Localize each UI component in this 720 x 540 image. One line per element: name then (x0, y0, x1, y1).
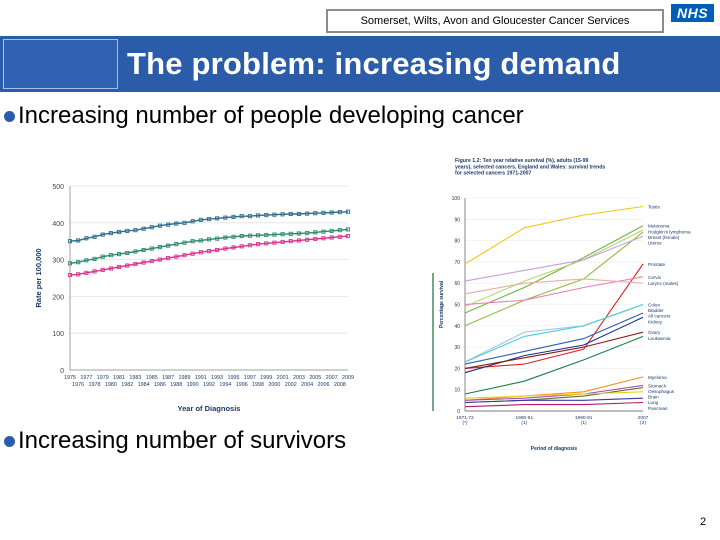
x-tick-label: 1977 (80, 375, 93, 381)
series-label: Larynx (males) (648, 281, 679, 287)
y-tick-label: 50 (454, 302, 460, 309)
slide-title: The problem: increasing demand (127, 46, 621, 81)
series-label: Oesophagus (648, 389, 675, 395)
y-tick-label: 80 (454, 238, 460, 245)
x-tick-label: 1976 (72, 382, 85, 388)
y-tick-label: 0 (60, 368, 64, 375)
x-tick-label: 1978 (88, 382, 101, 388)
x-tick-label: 1997 (243, 375, 256, 381)
series-line (465, 392, 643, 398)
series-label: Colon (648, 302, 661, 308)
x-tick-label: 1984 (137, 382, 150, 388)
x-tick-label: 2005 (309, 375, 322, 381)
y-tick-label: 20 (454, 366, 460, 373)
y-tick-label: 70 (454, 259, 460, 266)
organisation-header (326, 9, 664, 33)
series-line (465, 305, 643, 363)
y-tick-label: 90 (454, 217, 460, 224)
bullet-dot-icon (4, 111, 15, 122)
y-tick-label: 500 (52, 184, 64, 191)
x-tick-label: 1994 (219, 382, 232, 388)
series-label: Breast (female) (648, 234, 680, 240)
x-tick-note: (*) (462, 421, 468, 426)
x-tick-label: 2002 (284, 382, 297, 388)
cancer-survival-chart (425, 154, 715, 454)
x-tick-note: (1) (521, 421, 528, 426)
series-label: Myeloma (648, 374, 667, 380)
x-tick-label: 1986 (153, 382, 166, 388)
x-tick-label: 1983 (129, 375, 142, 381)
x-tick-label: 2008 (333, 382, 346, 388)
x-tick-note: (1) (580, 421, 587, 426)
y-tick-label: 30 (454, 345, 460, 352)
y-tick-label: 40 (454, 323, 460, 330)
x-tick-label: 1998 (252, 382, 265, 388)
chart-title: Figure 1.2: Ten year relative survival (%), adults (15-99 years), selected cancers, England and Wales: survival trends for selected cancers 1971-2007 (455, 158, 606, 177)
series-label: Brain (648, 394, 659, 400)
y-tick-label: 400 (52, 220, 64, 228)
x-tick-label: 1993 (211, 375, 224, 381)
x-tick-label: 1989 (178, 375, 191, 381)
series-label: Kidney (648, 319, 663, 325)
title-bar (121, 36, 720, 92)
y-axis-label: Rate per 100,000 (34, 248, 43, 308)
series-label: Stomach (648, 383, 667, 389)
series-label: Cervix (648, 274, 662, 280)
x-tick-label: 1971-72 (456, 416, 474, 421)
x-tick-label: 1980 (104, 382, 117, 388)
bullet-dot-icon (4, 436, 15, 447)
x-tick-label: 1988 (170, 382, 183, 388)
x-tick-label: 1990-91 (574, 416, 593, 421)
x-tick-label: 2004 (301, 382, 314, 388)
series-label: Uterus (648, 240, 662, 246)
x-tick-label: 2001 (276, 375, 289, 381)
series-label: Prostate (648, 262, 666, 268)
series-label: Leukaemia (648, 335, 671, 341)
x-tick-label: 2007 (637, 416, 649, 421)
x-axis-label: Period of diagnosis (530, 446, 578, 452)
series-label: Melanoma (648, 223, 670, 229)
cancer-incidence-chart (28, 176, 368, 416)
x-tick-label: 1975 (64, 375, 76, 381)
series-label: Bladder (648, 308, 664, 314)
x-axis-label: Year of Diagnosis (177, 404, 241, 413)
y-tick-label: 100 (451, 196, 460, 202)
organisation-name: Somerset, Wilts, Avon and Gloucester Cancer Services (360, 15, 630, 27)
x-tick-label: 1982 (121, 382, 134, 388)
title-accent-block (0, 36, 121, 92)
series-line (465, 226, 643, 313)
y-tick-label: 200 (52, 294, 64, 302)
series-label: Ovary (648, 330, 661, 336)
x-tick-label: 2000 (268, 382, 281, 388)
x-tick-label: 1991 (194, 375, 207, 381)
series-line (465, 403, 643, 407)
x-tick-label: 1996 (235, 382, 248, 388)
series-label: Lung (648, 400, 659, 406)
bullet-text: Increasing number of survivors (18, 427, 347, 454)
x-tick-label: 1985 (145, 375, 158, 381)
series-line (465, 305, 643, 363)
bullet-text: Increasing number of people developing cancer (18, 102, 524, 129)
bullet-item (4, 427, 346, 455)
y-tick-label: 300 (52, 257, 64, 265)
x-tick-label: 1979 (96, 375, 109, 381)
x-tick-note: (2) (640, 421, 646, 426)
x-tick-label: 2003 (292, 375, 305, 381)
y-tick-label: 60 (454, 281, 460, 288)
y-tick-label: 100 (52, 331, 64, 339)
x-tick-label: 1995 (227, 375, 240, 381)
series-label: Pancreas (648, 405, 668, 411)
series-label: Testis (648, 204, 660, 210)
x-tick-label: 2009 (342, 375, 354, 381)
nhs-logo (671, 4, 714, 22)
nhs-logo-text: NHS (676, 5, 709, 21)
y-axis-label: Percentage survival (439, 280, 445, 329)
x-tick-label: 1987 (162, 375, 175, 381)
x-tick-label: 1999 (260, 375, 273, 381)
x-tick-label: 1981 (113, 375, 126, 381)
page-number: 2 (700, 516, 707, 528)
series-label: All cancers (648, 313, 671, 319)
y-tick-label: 0 (457, 409, 460, 415)
series-line (465, 232, 643, 326)
x-tick-label: 1990 (186, 382, 199, 388)
bullet-item (4, 102, 524, 130)
y-tick-label: 10 (454, 387, 460, 394)
series-line (465, 230, 643, 307)
series-line (70, 212, 348, 241)
x-tick-label: 1992 (203, 382, 215, 388)
series-line (465, 207, 643, 265)
series-label: Hodgkin's lymphoma (648, 229, 691, 235)
series-line (465, 279, 643, 294)
x-tick-label: 2007 (325, 375, 338, 381)
x-tick-label: 1980-81 (515, 416, 534, 421)
x-tick-label: 2006 (317, 382, 330, 388)
